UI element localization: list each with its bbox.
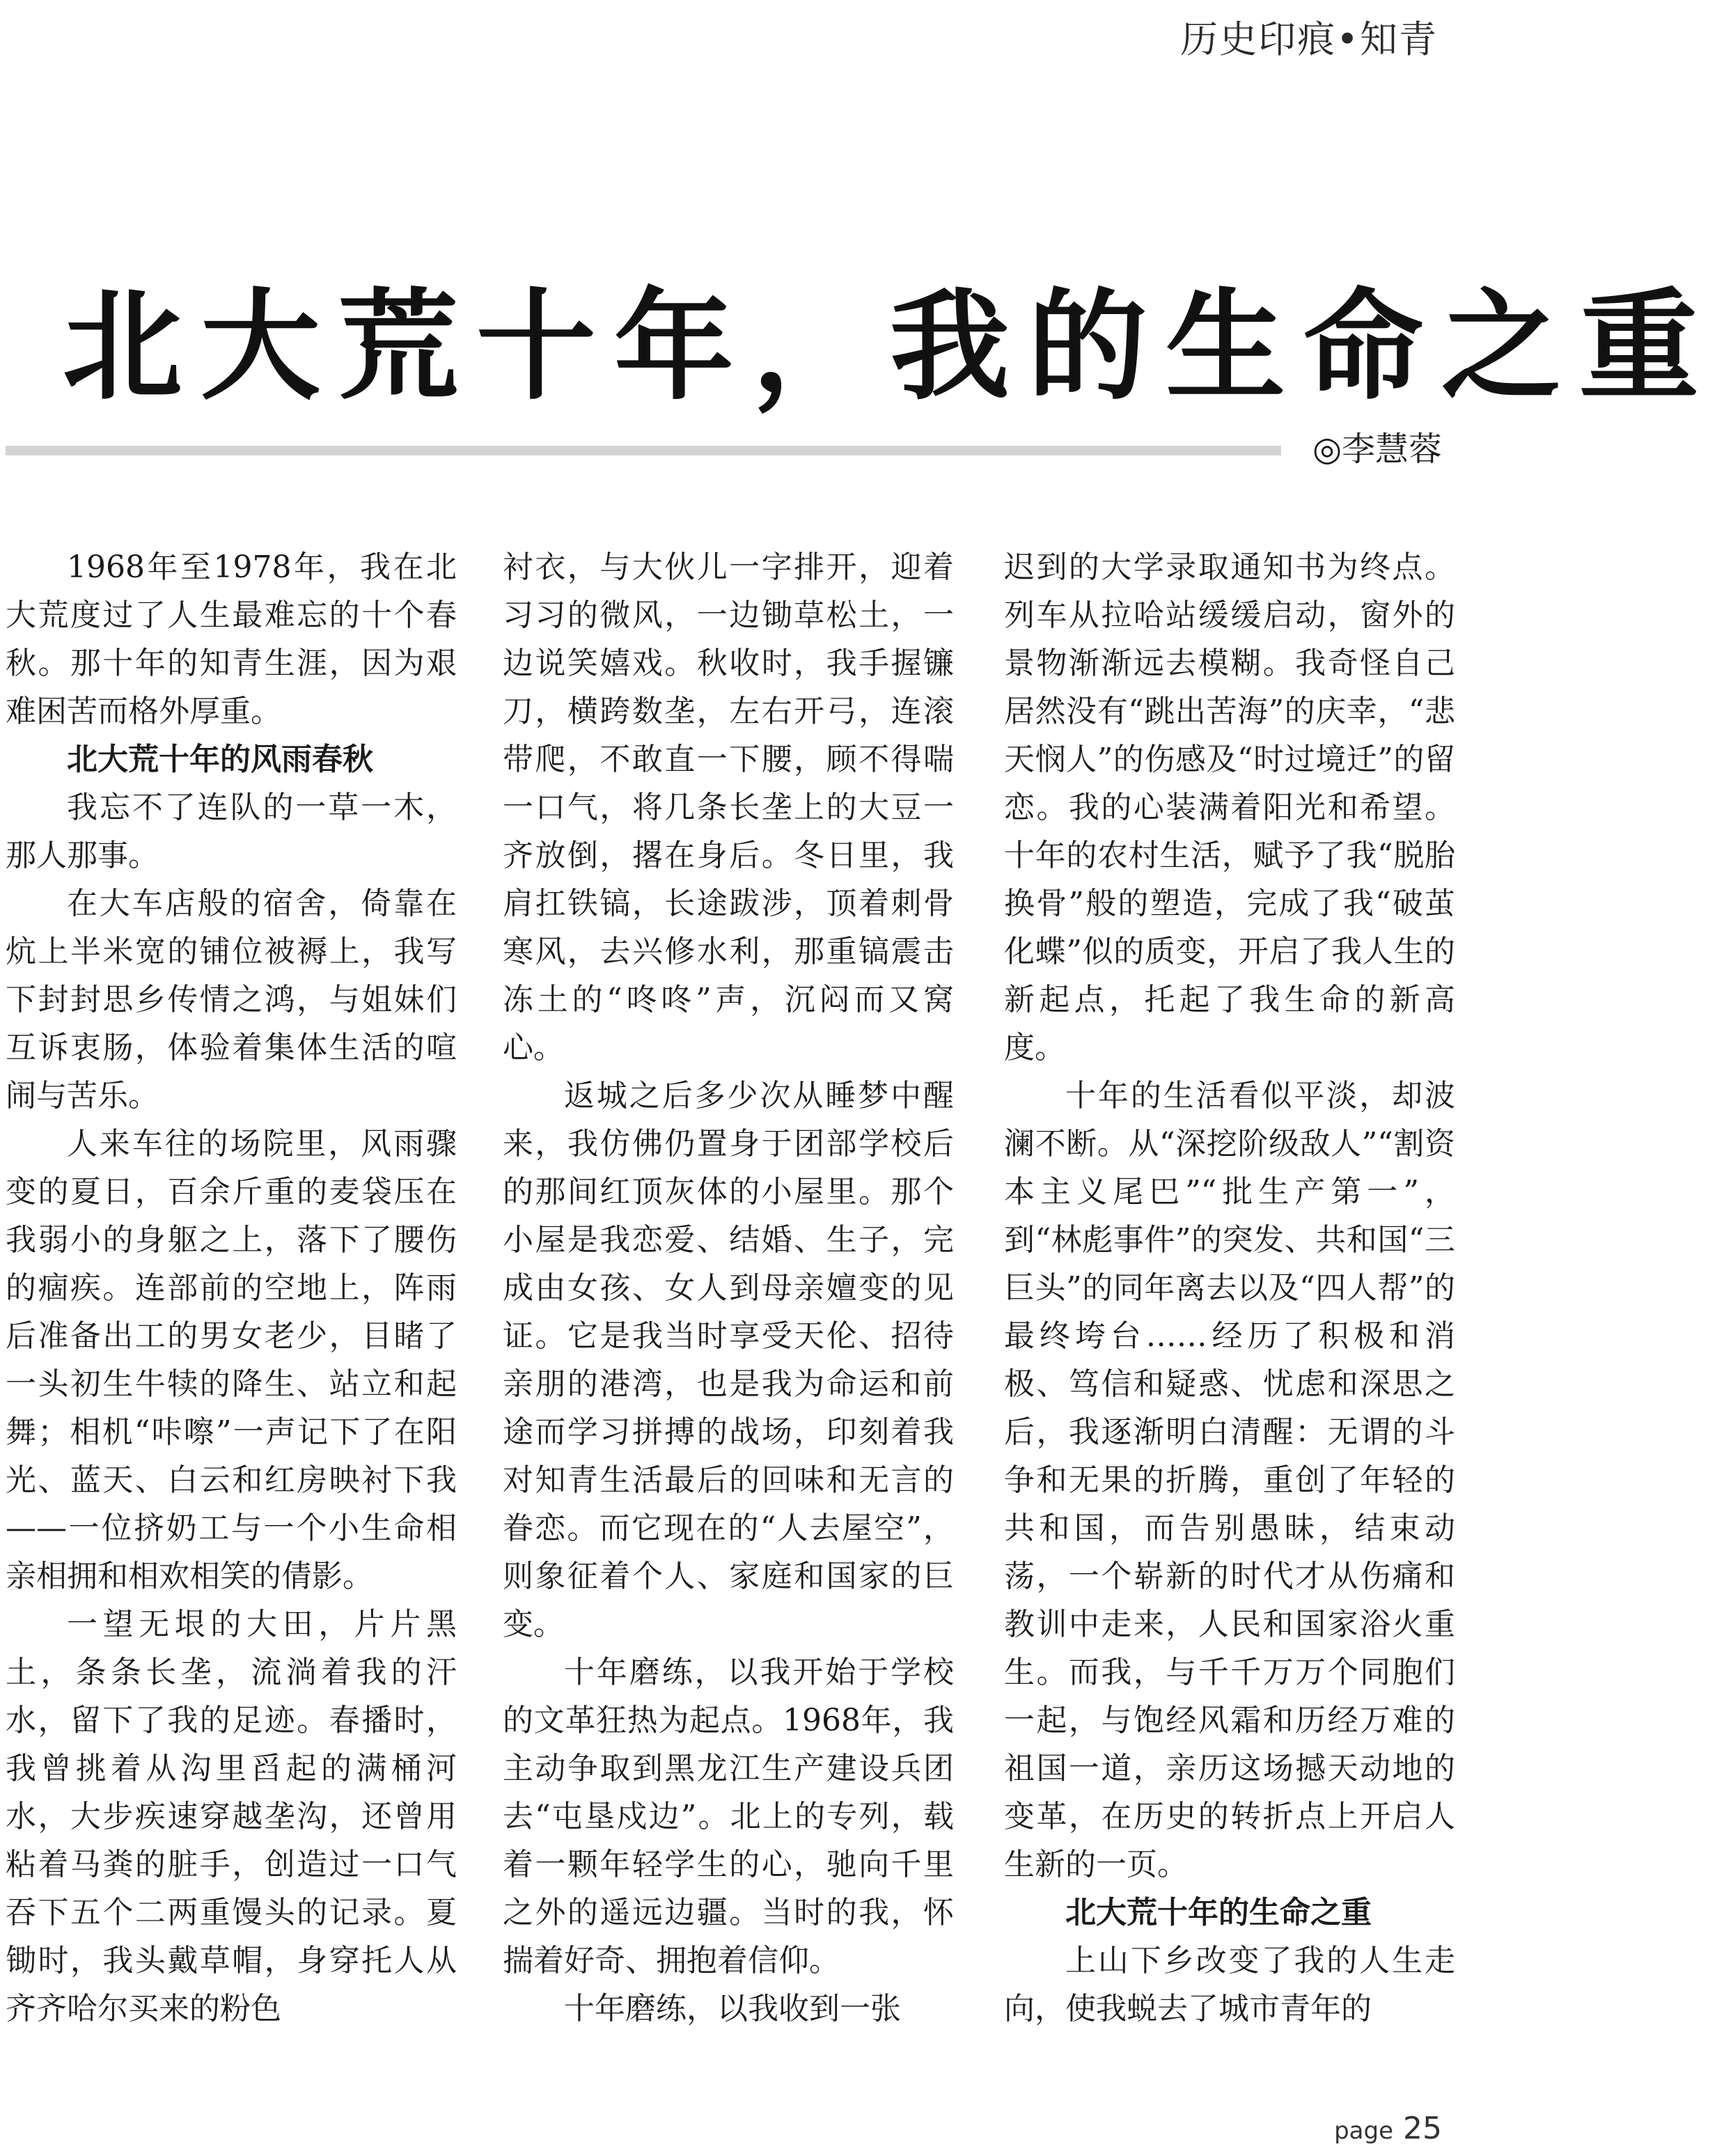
- section-heading: 北大荒十年的风雨春秋: [67, 742, 373, 777]
- paragraph-continued: 衬衣，与大伙儿一字排开，迎着习习的微风，一边锄草松土，一边说笑嬉戏。秋收时，我手握镰刀，横跨数垄，左右开弓，连滚带爬，不敢直一下腰，顾不得喘一口气，将几条长垄上的大豆一齐放倒，撂在身后。冬日里，我肩扛铁镐，长途跋涉，顶着刺骨寒风，去兴修水利，那重镐震击冻土的“咚咚”声，沉闷而又窝心。: [503, 549, 954, 1065]
- paragraph: 上山下乡改变了我的人生走向，使我蜕去了城市青年的: [1004, 1943, 1455, 2026]
- section-tag: 历史印痕•知青: [1180, 17, 1438, 61]
- paragraph: 1968年至1978年，我在北大荒度过了人生最难忘的十个春秋。那十年的知青生涯，因为艰难困苦而格外厚重。: [6, 549, 457, 729]
- page-label: page: [1334, 2117, 1393, 2145]
- author-byline: ◎李慧蓉: [1312, 430, 1442, 469]
- paragraph: 十年的生活看似平淡，却波澜不断。从“深挖阶级敌人”“割资本主义尾巴”“批生产第一”，到“林彪事件”的突发、共和国“三巨头”的同年离去以及“四人帮”的最终垮台……经历了积极和消极、笃信和疑惑、忧虑和深思之后，我逐渐明白清醒：无谓的斗争和无果的折腾，重创了年轻的共和国，而告别愚昧，结束动荡，一个崭新的时代才从伤痛和教训中走来，人民和国家浴火重生。而我，与千千万万个同胞们一起，与饱经风霜和历经万难的祖国一道，亲历这场撼天动地的变革，在历史的转折点上开启人生新的一页。: [1004, 1078, 1455, 1882]
- paragraph: 我忘不了连队的一草一木，那人那事。: [6, 790, 457, 873]
- title-divider: [6, 446, 1281, 455]
- paragraph: 十年磨练，以我收到一张: [564, 1991, 901, 2026]
- paragraph: 人来车往的场院里，风雨骤变的夏日，百余斤重的麦袋压在我弱小的身躯之上，落下了腰伤的痼疾。连部前的空地上，阵雨后准备出工的男女老少，目睹了一头初生牛犊的降生、站立和起舞；相机“咔嚓”一声记下了在阳光、蓝天、白云和红房映衬下我——一位挤奶工与一个小生命相亲相拥和相欢相笑的倩影。: [6, 1126, 457, 1594]
- paragraph: 在大车店般的宿舍，倚靠在炕上半米宽的铺位被褥上，我写下封封思乡传情之鸿，与姐妹们互诉衷肠，体验着集体生活的喧闹与苦乐。: [6, 886, 457, 1114]
- column-2: [503, 543, 954, 2033]
- paragraph: 十年磨练，以我开始于学校的文革狂热为起点。1968年，我主动争取到黑龙江生产建设兵团去“屯垦戍边”。北上的专列，载着一颗年轻学生的心，驰向千里之外的遥远边疆。当时的我，怀揣着好奇、拥抱着信仰。: [503, 1655, 954, 1978]
- paragraph: 返城之后多少次从睡梦中醒来，我仿佛仍置身于团部学校后的那间红顶灰体的小屋里。那个小屋是我恋爱、结婚、生子，完成由女孩、女人到母亲嬗变的见证。它是我当时享受天伦、招待亲朋的港湾，也是我为命运和前途而学习拼搏的战场，印刻着我对知青生活最后的回味和无言的眷恋。而它现在的“人去屋空”，则象征着个人、家庭和国家的巨变。: [503, 1078, 954, 1642]
- paragraph: 一望无垠的大田，片片黑土，条条长垄，流淌着我的汗水，留下了我的足迹。春播时，我曾挑着从沟里舀起的满桶河水，大步疾速穿越垄沟，还曾用粘着马粪的脏手，创造过一口气吞下五个二两重馒头的记录。夏锄时，我头戴草帽，身穿托人从齐齐哈尔买来的粉色: [6, 1607, 457, 2026]
- article-title: 北大荒十年，我的生命之重: [63, 275, 1717, 416]
- page-number: 25: [1403, 2111, 1442, 2146]
- column-3: [1004, 543, 1455, 2033]
- column-1: [6, 543, 457, 2033]
- page-footer: [1334, 2111, 1442, 2146]
- section-heading: 北大荒十年的生命之重: [1065, 1895, 1372, 1930]
- paragraph-continued: 迟到的大学录取通知书为终点。列车从拉哈站缓缓启动，窗外的景物渐渐远去模糊。我奇怪自己居然没有“跳出苦海”的庆幸，“悲天悯人”的伤感及“时过境迁”的留恋。我的心装满着阳光和希望。十年的农村生活，赋予了我“脱胎换骨”般的塑造，完成了我“破茧化蝶”似的质变，开启了我人生的新起点，托起了我生命的新高度。: [1004, 549, 1455, 1065]
